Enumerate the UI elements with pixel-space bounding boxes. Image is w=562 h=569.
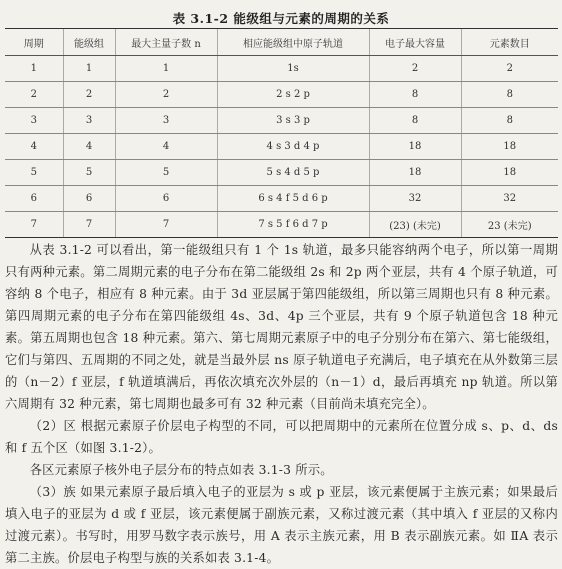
table-row bbox=[5, 186, 558, 212]
cell-element-count: 32 bbox=[461, 186, 558, 212]
table-row bbox=[5, 212, 558, 238]
cell-max-capacity: 8 bbox=[369, 108, 461, 134]
cell-period: 1 bbox=[5, 56, 63, 82]
cell-period: 2 bbox=[5, 82, 63, 108]
header-element-count: 元素数目 bbox=[461, 29, 558, 56]
cell-orbitals: 1s bbox=[217, 56, 369, 82]
cell-element-count: 18 bbox=[461, 134, 558, 160]
cell-max-n: 7 bbox=[115, 212, 217, 238]
cell-max-n: 6 bbox=[115, 186, 217, 212]
paragraph: （3）族 如果元素原子最后填入电子的亚层为 s 或 p 亚层，该元素便属于主族元素；如果最后填入电子的亚层为 d 或 f 亚层，该元素便属于副族元素，又称过渡元素（其中填入 f 亚层的又称内过渡元素）。书写时，用罗马数字表示族号，用 A 表示主族元素，用 B 表示副族元素。如 ⅡA 表示第二主族。价层电子构型与族的关系如表 3.1-4。 bbox=[5, 485, 558, 565]
header-period: 周期 bbox=[5, 29, 63, 56]
cell-orbitals: 2 s 2 p bbox=[217, 82, 369, 108]
table-caption: 表 3.1-2 能级组与元素的周期的关系 bbox=[172, 11, 390, 26]
cell-max-capacity: 32 bbox=[369, 186, 461, 212]
cell-max-n: 1 bbox=[115, 56, 217, 82]
paragraph: 各区元素原子核外电子层分布的特点如表 3.1-3 所示。 bbox=[29, 463, 333, 477]
cell-period: 4 bbox=[5, 134, 63, 160]
cell-element-count: 2 bbox=[461, 56, 558, 82]
cell-max-n: 3 bbox=[115, 108, 217, 134]
cell-max-capacity: 18 bbox=[369, 134, 461, 160]
cell-energy-group: 3 bbox=[63, 108, 115, 134]
table-row bbox=[5, 160, 558, 186]
cell-period: 7 bbox=[5, 212, 63, 238]
cell-orbitals: 4 s 3 d 4 p bbox=[217, 134, 369, 160]
cell-energy-group: 4 bbox=[63, 134, 115, 160]
table-row bbox=[5, 134, 558, 160]
cell-max-n: 4 bbox=[115, 134, 217, 160]
cell-energy-group: 7 bbox=[63, 212, 115, 238]
cell-orbitals: 7 s 5 f 6 d 7 p bbox=[217, 212, 369, 238]
header-max-principal-quantum-number: 最大主量子数 n bbox=[115, 29, 217, 56]
cell-element-count: 23 (未完) bbox=[461, 212, 558, 238]
table-row bbox=[5, 82, 558, 108]
table-row bbox=[5, 108, 558, 134]
cell-max-n: 5 bbox=[115, 160, 217, 186]
cell-max-capacity: 18 bbox=[369, 160, 461, 186]
paragraph: 从表 3.1-2 可以看出，第一能级组只有 1 个 1s 轨道，最多只能容纳两个电子，所以第一周期只有两种元素。第二周期元素的电子分布在第二能级组 2s 和 2p 两个亚层，共有 4 个原子轨道，可容纳 8 个电子，相应有 8 种元素。由于 3d 亚层属于第四能级组，所以第三周期也只有 8 种元素。第四周期元素的电子分布在第四能级组 4s、3d、4p 三个亚层，共有 9 个原子轨道包含 18 种元素。第五周期也包含 18 种元素。第六、第七周期元素原子中的电子分别分布在第六、第七能级组，它们与第四、五周期的不同之处，就是当最外层 ns 原子轨道电子充满后，电子填充在从外数第三层的（n－2）f 亚层，f 轨道填满后，再依次填充次外层的（n－1）d，最后再填充 np 轨道。所以第六周期有 32 种元素，第七周期也最多可有 32 种元素（目前尚未填充完全）。 bbox=[5, 243, 558, 411]
cell-element-count: 18 bbox=[461, 160, 558, 186]
paragraph: （2）区 根据元素原子价层电子构型的不同，可以把周期中的元素所在位置分成 s、p、d、ds 和 f 五个区（如图 3.1-2）。 bbox=[5, 419, 558, 455]
table-row bbox=[5, 56, 558, 82]
cell-orbitals: 6 s 4 f 5 d 6 p bbox=[217, 186, 369, 212]
period-energy-level-table bbox=[5, 28, 558, 238]
cell-max-capacity: (23) (未完) bbox=[369, 212, 461, 238]
cell-period: 3 bbox=[5, 108, 63, 134]
header-energy-group: 能级组 bbox=[63, 29, 115, 56]
body-text bbox=[5, 239, 558, 569]
cell-max-capacity: 8 bbox=[369, 82, 461, 108]
cell-element-count: 8 bbox=[461, 108, 558, 134]
cell-period: 5 bbox=[5, 160, 63, 186]
cell-max-n: 2 bbox=[115, 82, 217, 108]
cell-orbitals: 5 s 4 d 5 p bbox=[217, 160, 369, 186]
cell-max-capacity: 2 bbox=[369, 56, 461, 82]
cell-element-count: 8 bbox=[461, 82, 558, 108]
cell-energy-group: 5 bbox=[63, 160, 115, 186]
cell-energy-group: 1 bbox=[63, 56, 115, 82]
cell-energy-group: 6 bbox=[63, 186, 115, 212]
header-max-electron-capacity: 电子最大容量 bbox=[369, 29, 461, 56]
cell-orbitals: 3 s 3 p bbox=[217, 108, 369, 134]
cell-energy-group: 2 bbox=[63, 82, 115, 108]
header-orbitals: 相应能级组中原子轨道 bbox=[217, 29, 369, 56]
table-header-row bbox=[5, 29, 558, 56]
cell-period: 6 bbox=[5, 186, 63, 212]
